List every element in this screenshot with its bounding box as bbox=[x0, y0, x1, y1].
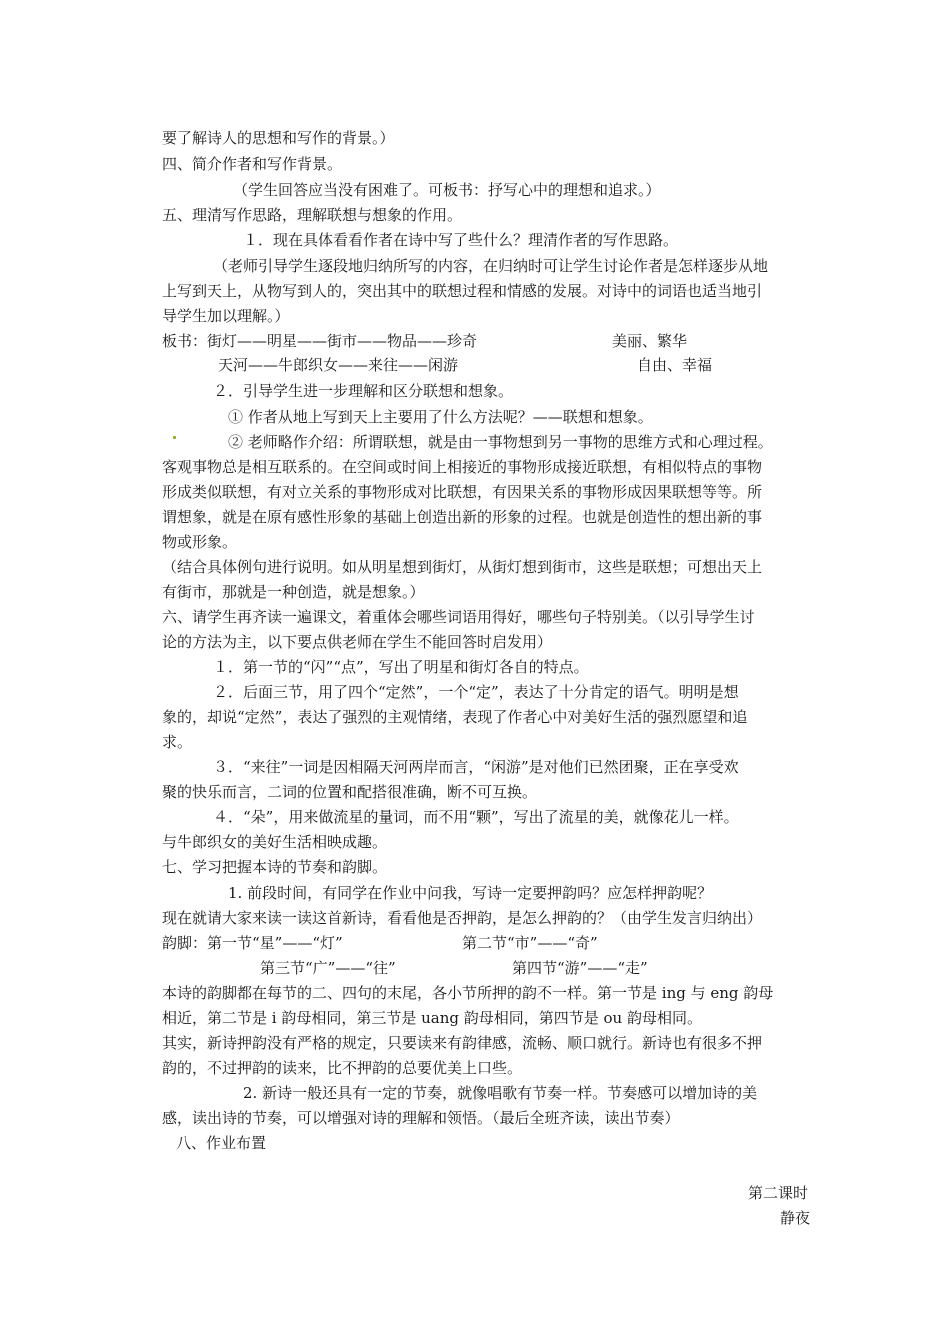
text-line: 有街市，那就是一种创造，就是想象。） bbox=[162, 583, 425, 601]
text-line: 本诗的韵脚都在每节的二、四句的末尾，各小节所押的韵不一样。第一节是 ing 与 eng 韵母 bbox=[162, 984, 774, 1002]
lesson-title: 静夜 bbox=[780, 1209, 811, 1227]
text-line: 要了解诗人的思想和写作的背景。） bbox=[162, 129, 395, 147]
text-line: 论的方法为主，以下要点供老师在学生不能回答时启发用） bbox=[162, 633, 553, 651]
text-line: 客观事物总是相互联系的。在空间或时间上相接近的事物形成接近联想，有相似特点的事物 bbox=[162, 458, 763, 476]
text-line: 形成类似联想，有对立关系的事物形成对比联想，有因果关系的事物形成因果联想等等。所 bbox=[162, 483, 763, 501]
text-line: 相近，第二节是 i 韵母相同，第三节是 uang 韵母相同，第四节是 ou 韵母相同。 bbox=[162, 1009, 702, 1027]
rhyme-line-2: 第三节“广”——“往” bbox=[260, 959, 396, 977]
text-line: （学生回答应当没有困难了。可板书：抒写心中的理想和追求。） bbox=[233, 181, 661, 199]
rhyme-line-2-second: 第四节“游”——“走” bbox=[512, 959, 648, 977]
section-heading-5: 五、理清写作思路，理解联想与想象的作用。 bbox=[162, 206, 463, 224]
text-line: ２．引导学生进一步理解和区分联想和想象。 bbox=[213, 382, 514, 400]
text-line: 与牛郎织女的美好生活相映成趣。 bbox=[162, 833, 388, 851]
section-heading-8: 八、作业布置 bbox=[176, 1134, 267, 1152]
text-line: 象的，却说“定然”，表达了强烈的主观情绪，表现了作者心中对美好生活的强烈愿望和追 bbox=[162, 708, 748, 726]
text-line: 上写到天上，从物写到人的，突出其中的联想过程和情感的发展。对诗中的词语也适当地引 bbox=[162, 282, 763, 300]
text-line: １．现在具体看看作者在诗中写了些什么？理清作者的写作思路。 bbox=[243, 231, 679, 249]
text-line: 感，读出诗的节奏，可以增强对诗的理解和领悟。（最后全班齐读，读出节奏） bbox=[162, 1109, 680, 1127]
text-line: １．第一节的“闪”“点”，写出了明星和街灯各自的特点。 bbox=[213, 658, 589, 676]
board-line-2: 天河——牛郎织女——来往——闲游 bbox=[218, 356, 459, 374]
board-line-2-summary: 自由、幸福 bbox=[637, 356, 713, 374]
text-line: ３．“来往”一词是因相隔天河两岸而言，“闲游”是对他们已然团聚，正在享受欢 bbox=[213, 758, 739, 776]
section-heading-6: 六、请学生再齐读一遍课文，着重体会哪些词语用得好，哪些句子特别美。（以引导学生讨 bbox=[162, 608, 755, 626]
text-line: ② 老师略作介绍：所谓联想，就是由一事物想到另一事物的思维方式和心理过程。 bbox=[228, 433, 773, 451]
text-line: （老师引导学生逐段地归纳所写的内容，在归纳时可让学生讨论作者是怎样逐步从地 bbox=[213, 257, 769, 275]
section-heading-7: 七、学习把握本诗的节奏和韵脚。 bbox=[162, 858, 388, 876]
text-line: ① 作者从地上写到天上主要用了什么方法呢？——联想和想象。 bbox=[228, 408, 653, 426]
text-line: 1. 前段时间，有同学在作业中问我，写诗一定要押韵吗？应怎样押韵呢？ bbox=[228, 884, 713, 902]
text-line: 韵的，不过押韵的读来，比不押韵的总要优美上口些。 bbox=[162, 1059, 523, 1077]
rhyme-line-1: 韵脚：第一节“星”——“灯” bbox=[162, 934, 343, 952]
board-line-1-summary: 美丽、繁华 bbox=[612, 332, 688, 350]
stray-mark bbox=[173, 436, 176, 439]
text-line: （结合具体例句进行说明。如从明星想到街灯，从街灯想到街市，这些是联想；可想出天上 bbox=[162, 558, 763, 576]
section-heading-4: 四、简介作者和写作背景。 bbox=[162, 155, 343, 173]
rhyme-line-1-second: 第二节“市”——“奇” bbox=[462, 934, 598, 952]
text-line: 物或形象。 bbox=[162, 533, 238, 551]
text-line: 现在就请大家来读一读这首新诗，看看他是否押韵，是怎么押韵的？（由学生发言归纳出） bbox=[162, 909, 763, 927]
text-line: ２．后面三节，用了四个“定然”，一个“定”，表达了十分肯定的语气。明明是想 bbox=[213, 683, 739, 701]
text-line: 2. 新诗一般还具有一定的节奏，就像唱歌有节奏一样。节奏感可以增加诗的美 bbox=[243, 1084, 758, 1102]
text-line: 聚的快乐而言，二词的位置和配搭很准确，断不可互换。 bbox=[162, 783, 538, 801]
lesson-label: 第二课时 bbox=[748, 1184, 809, 1202]
text-line: ４．“朵”，用来做流星的量词，而不用“颗”，写出了流星的美，就像花儿一样。 bbox=[213, 808, 739, 826]
board-line-1: 板书：街灯——明星——街市——物品——珍奇 bbox=[162, 332, 478, 350]
text-line: 谓想象，就是在原有感性形象的基础上创造出新的形象的过程。也就是创造性的想出新的事 bbox=[162, 508, 763, 526]
text-line: 其实，新诗押韵没有严格的规定，只要读来有韵律感，流畅、顺口就行。新诗也有很多不押 bbox=[162, 1034, 763, 1052]
text-line: 导学生加以理解。） bbox=[162, 307, 290, 325]
text-line: 求。 bbox=[162, 733, 193, 751]
